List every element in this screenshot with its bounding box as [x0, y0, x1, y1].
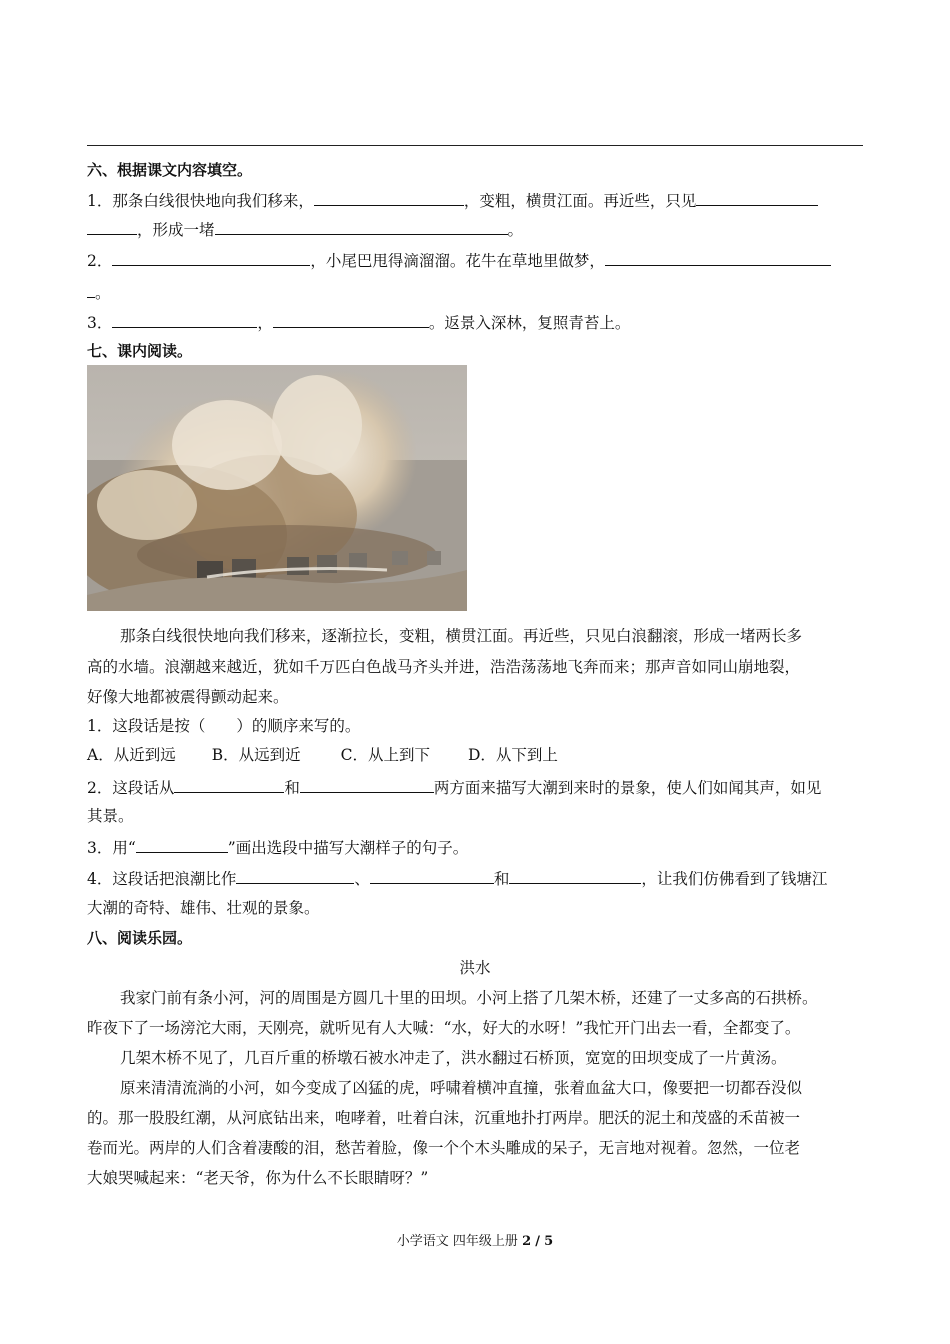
text: 和: [284, 779, 300, 797]
text: 。返景入深林，复照青苔上。: [428, 314, 631, 332]
option-b[interactable]: B．从远到近: [211, 746, 301, 764]
sec6-q1-line2: [87, 218, 523, 240]
sec7-q1-options: [87, 745, 558, 765]
passage-line-3: 好像大地都被震得颤动起来。: [87, 688, 289, 706]
passage-line-2: 高的水墙。浪潮越来越近，犹如千万匹白色战马齐头并进，浩浩荡荡地飞奔而来；那声音如同山崩地裂，: [87, 658, 801, 676]
page-total: 5: [544, 1234, 554, 1249]
text: ，变粗，横贯江面。再近些，只见: [463, 192, 697, 210]
blank[interactable]: [605, 249, 831, 266]
story-line-6: 卷而光。两岸的人们含着凄酸的泪，愁苦着脸，像一个个木头雕成的呆子，无言地对视着。忽然，一位老: [87, 1139, 801, 1157]
option-a[interactable]: A．从近到远: [87, 746, 176, 764]
sec6-q2-line2: [87, 281, 111, 303]
blank[interactable]: [112, 311, 257, 328]
text: ，: [257, 314, 273, 332]
sec7-q2-line2: 其景。: [87, 807, 134, 825]
text: 两方面来描写大潮到来时的景象，使人们如闻其声，如见: [433, 779, 822, 797]
section-7-heading: 七、课内阅读。: [87, 342, 193, 360]
story-title: 洪水: [459, 959, 491, 977]
sec6-q3: [87, 311, 630, 333]
blank[interactable]: [87, 218, 137, 235]
sec7-q1: 1．这段话是按（ ）的顺序来写的。: [87, 717, 361, 735]
sec7-q2-line1: [87, 776, 821, 798]
text: ”画出选段中描写大潮样子的句子。: [227, 839, 469, 857]
page-footer: [0, 1230, 950, 1249]
passage-line-1: 那条白线很快地向我们移来，逐渐拉长，变粗，横贯江面。再近些，只见白浪翻滚，形成一堵两长多: [120, 627, 803, 645]
sec6-q1-line1: [87, 189, 818, 211]
blank[interactable]: [215, 218, 508, 235]
sec7-q4-line2: 大潮的奇特、雄伟、壮观的景象。: [87, 899, 320, 917]
footer-text: 小学语文 四年级上册: [396, 1234, 518, 1249]
story-line-5: 的。那一股股红潮，从河底钻出来，咆哮着，吐着白沫，沉重地扑打两岸。肥沃的泥土和茂盛的禾苗被一: [87, 1109, 801, 1127]
text: 4．这段话把浪潮比作: [87, 870, 237, 888]
tide-wave-image: [87, 365, 467, 611]
text: 。: [507, 221, 524, 239]
tide-photo: [87, 365, 467, 611]
story-line-3: 几架木桥不见了，几百斤重的桥墩石被水冲走了，洪水翻过石桥顶，宽宽的田坝变成了一片黄汤。: [120, 1049, 787, 1067]
blank[interactable]: [509, 867, 641, 884]
story-line-4: 原来清清流淌的小河，如今变成了凶猛的虎，呼啸着横冲直撞，张着血盆大口，像要把一切都吞没似: [120, 1079, 803, 1097]
blank[interactable]: [370, 867, 494, 884]
blank[interactable]: [273, 311, 429, 328]
blank[interactable]: [696, 189, 818, 206]
story-line-1: 我家门前有条小河，河的周围是方圆几十里的田坝。小河上搭了几架木桥，还建了一丈多高的石拱桥。: [120, 989, 818, 1007]
sec7-q3: [87, 836, 468, 858]
blank[interactable]: [300, 776, 434, 793]
blank[interactable]: [112, 249, 310, 266]
text: 3．用“: [87, 839, 136, 857]
text: 1．那条白线很快地向我们移来，: [87, 192, 314, 210]
text: 2．这段话从: [87, 779, 175, 797]
blank[interactable]: [136, 836, 228, 853]
sec7-q4-line1: [87, 867, 827, 889]
text: 3．: [87, 314, 113, 332]
option-c[interactable]: C．从上到下: [340, 746, 430, 764]
blank[interactable]: [174, 776, 284, 793]
top-divider: [87, 145, 863, 146]
sec6-q2-line1: [87, 249, 831, 271]
section-6-heading: 六、根据课文内容填空。: [87, 161, 253, 179]
text: 。: [95, 284, 111, 302]
section-8-heading: 八、阅读乐园。: [87, 929, 193, 947]
story-line-7: 大娘哭喊起来：“老天爷，你为什么不长眼睛呀？”: [87, 1169, 429, 1187]
page-separator: /: [535, 1234, 541, 1249]
story-line-2: 昨夜下了一场滂沱大雨，天刚亮，就听见有人大喊：“水，好大的水呀！”我忙开门出去一看，全都变了。: [87, 1019, 801, 1037]
blank[interactable]: [236, 867, 354, 884]
option-d[interactable]: D．从下到上: [467, 746, 558, 764]
text: ，形成一堵: [137, 221, 215, 239]
blank[interactable]: [314, 189, 464, 206]
text: 和: [493, 870, 510, 888]
page-number: 2: [522, 1234, 532, 1249]
text: ，小尾巴甩得滴溜溜。花牛在草地里做梦，: [310, 252, 605, 270]
text: 、: [354, 870, 370, 888]
text: 2．: [87, 252, 113, 270]
blank[interactable]: [87, 281, 95, 298]
text: ，让我们仿佛看到了钱塘江: [641, 870, 828, 888]
